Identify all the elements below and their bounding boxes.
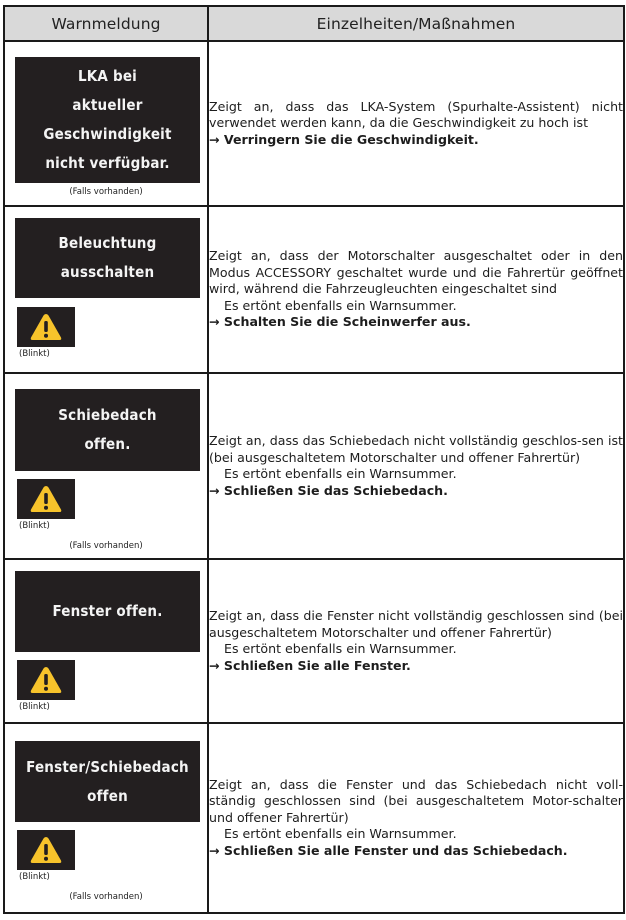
warning-indicator <box>17 660 75 700</box>
display-screen <box>15 218 200 298</box>
display-screen <box>15 389 200 471</box>
warning-message-table <box>3 5 625 914</box>
blink-label: (Blinkt) <box>19 701 50 712</box>
display-line: Schiebedach <box>58 405 157 424</box>
display-line: Beleuchtung <box>58 234 157 252</box>
warning-triangle-icon <box>29 835 63 865</box>
table-row <box>4 559 624 723</box>
warning-triangle-icon <box>29 312 63 342</box>
action-text: → Schließen Sie alle Fenster und das Schiebedach. <box>209 842 568 858</box>
header-warnmeldung: Warnmeldung <box>4 6 208 41</box>
description-text: Zeigt an, dass das Schiebedach nicht vollständig geschlos-sen ist (bei ausgeschaltetem Motorschalter und offener Fahrertür) <box>209 433 623 465</box>
warning-display-cell <box>4 373 208 559</box>
description-cell <box>208 723 624 913</box>
description-cell <box>208 41 624 206</box>
description-text: Zeigt an, dass das LKA-System (Spurhalte-Assistent) nicht verwendet werden kann, da die Geschwindigkeit zu hoch ist <box>209 98 623 131</box>
display-line: Geschwindigkeit <box>43 124 172 143</box>
action-text: → Schließen Sie das Schiebedach. <box>209 482 448 498</box>
note-text: Es ertönt ebenfalls ein Warnsummer. <box>224 297 457 313</box>
blink-label: (Blinkt) <box>19 349 50 359</box>
warning-display-cell <box>4 559 208 723</box>
warning-display-cell <box>4 723 208 913</box>
display-screen <box>15 57 200 183</box>
description-cell <box>208 206 624 373</box>
display-line: aktueller <box>72 95 143 114</box>
display-line: Fenster/Schiebedach <box>26 757 189 776</box>
action-text: → Schließen Sie alle Fenster. <box>209 657 411 673</box>
description-cell <box>208 559 624 723</box>
availability-note: (Falls vorhanden) <box>69 186 143 197</box>
note-text: Es ertönt ebenfalls ein Warnsummer. <box>224 641 457 656</box>
table-header-row <box>4 6 624 41</box>
description-cell <box>208 373 624 559</box>
blink-label: (Blinkt) <box>19 520 50 531</box>
blink-label: (Blinkt) <box>19 872 50 882</box>
warning-indicator <box>17 307 75 347</box>
table-row <box>4 206 624 373</box>
warning-triangle-icon <box>29 665 63 695</box>
warning-indicator <box>17 479 75 519</box>
warning-triangle-icon <box>29 484 63 514</box>
availability-note: (Falls vorhanden) <box>69 540 143 551</box>
display-line: LKA bei <box>77 66 138 85</box>
description-text: Zeigt an, dass der Motorschalter ausgeschaltet oder in den Modus ACCESSORY geschaltet wurde und die Fahrertür geöffnet wird, während die Fahrzeugleuchten eingeschaltet sind <box>209 248 623 297</box>
display-line: offen. <box>84 434 131 453</box>
warning-display-cell <box>4 206 208 373</box>
display-line: Fenster offen. <box>52 601 163 620</box>
availability-note: (Falls vorhanden) <box>69 892 143 902</box>
header-einzelheiten: Einzelheiten/Maßnahmen <box>208 6 624 41</box>
display-line: ausschalten <box>60 263 155 281</box>
description-text: Zeigt an, dass die Fenster nicht vollständig geschlossen sind (bei ausgeschaltetem Motorschalter und offener Fahrertür) <box>209 608 623 640</box>
display-screen <box>15 741 200 822</box>
action-text: → Verringern Sie die Geschwindigkeit. <box>209 131 479 147</box>
table-row <box>4 723 624 913</box>
warning-display-cell <box>4 41 208 206</box>
description-text: Zeigt an, dass die Fenster und das Schiebedach nicht voll-ständig geschlossen sind (bei ausgeschaltetem Motor-schalter und offener Fahrertür) <box>209 776 623 825</box>
warning-indicator <box>17 830 75 870</box>
display-line: nicht verfügbar. <box>45 153 170 172</box>
action-text: → Schalten Sie die Scheinwerfer aus. <box>209 314 471 330</box>
display-line: offen <box>87 786 128 805</box>
table-row <box>4 373 624 559</box>
note-text: Es ertönt ebenfalls ein Warnsummer. <box>224 466 457 481</box>
display-screen <box>15 571 200 652</box>
table-row <box>4 41 624 206</box>
note-text: Es ertönt ebenfalls ein Warnsummer. <box>224 826 457 842</box>
